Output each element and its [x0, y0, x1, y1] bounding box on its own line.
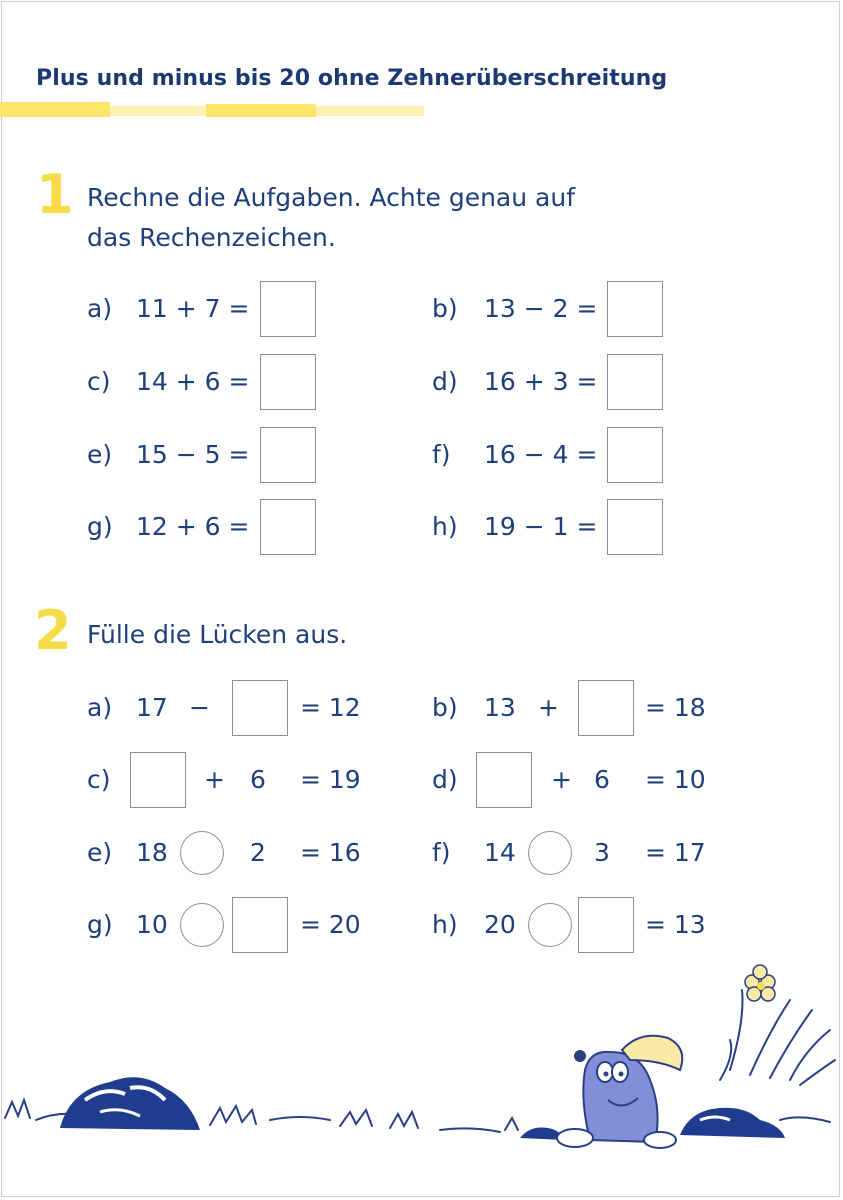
gap-box[interactable] — [578, 680, 634, 736]
task-1-equation: 11 + 7 = — [136, 294, 250, 323]
task-2-operand: 6 — [250, 765, 266, 794]
task-2-item-label: f) — [432, 838, 451, 867]
operator-circle[interactable] — [180, 831, 224, 875]
task-1-equation: 12 + 6 = — [136, 512, 250, 541]
molehill-icon — [60, 1077, 200, 1130]
task-1-item-label: d) — [432, 367, 458, 396]
task-1-item-label: h) — [432, 512, 458, 541]
answer-box[interactable] — [607, 427, 663, 483]
gap-box[interactable] — [232, 680, 288, 736]
answer-box[interactable] — [607, 499, 663, 555]
task-2-item-label: a) — [87, 693, 113, 722]
page-title: Plus und minus bis 20 ohne Zehnerüberschreitung — [36, 66, 668, 91]
answer-box[interactable] — [607, 354, 663, 410]
task-2-operand: 17 — [136, 693, 168, 722]
task-2-operand: 6 — [594, 765, 610, 794]
title-underline-stripe — [110, 106, 206, 116]
task-1-item-label: e) — [87, 440, 113, 469]
flower-icon — [745, 965, 775, 1001]
task-2-result: = 16 — [300, 838, 361, 867]
task-1-equation: 13 − 2 = — [484, 294, 598, 323]
gap-box[interactable] — [130, 752, 186, 808]
task-2-operator: + — [538, 693, 559, 722]
task-1-item-label: b) — [432, 294, 458, 323]
answer-box[interactable] — [260, 427, 316, 483]
task-2-operand: 10 — [136, 910, 168, 939]
title-underline-stripe — [0, 102, 110, 117]
task-2-operand: 13 — [484, 693, 516, 722]
task-2-result: = 12 — [300, 693, 361, 722]
task-2-operand: 20 — [484, 910, 516, 939]
gap-box[interactable] — [232, 897, 288, 953]
task-2-instruction: Fülle die Lücken aus. — [87, 620, 348, 649]
task-2-result: = 10 — [645, 765, 706, 794]
task-2-operator: + — [551, 765, 572, 794]
gap-box[interactable] — [476, 752, 532, 808]
task-2-item-label: e) — [87, 838, 113, 867]
task-1-instruction-line-1: Rechne die Aufgaben. Achte genau auf — [87, 183, 576, 212]
title-underline-stripe — [206, 104, 316, 117]
task-1-equation: 19 − 1 = — [484, 512, 598, 541]
answer-box[interactable] — [260, 281, 316, 337]
task-2-item-label: h) — [432, 910, 458, 939]
task-1-item-label: f) — [432, 440, 451, 469]
task-1-equation: 16 − 4 = — [484, 440, 598, 469]
task-2-number: 2 — [34, 599, 72, 662]
task-1-instruction-line-2: das Rechenzeichen. — [87, 223, 336, 252]
task-1-item-label: c) — [87, 367, 111, 396]
task-2-operator: − — [189, 693, 210, 722]
gap-box[interactable] — [578, 897, 634, 953]
operator-circle[interactable] — [528, 903, 572, 947]
task-1-number: 1 — [36, 163, 74, 226]
task-2-result: = 17 — [645, 838, 706, 867]
task-2-result: = 19 — [300, 765, 361, 794]
task-1-equation: 15 − 5 = — [136, 440, 250, 469]
answer-box[interactable] — [607, 281, 663, 337]
mole-icon — [557, 1036, 682, 1148]
task-2-result: = 13 — [645, 910, 706, 939]
task-2-item-label: b) — [432, 693, 458, 722]
task-2-item-label: c) — [87, 765, 111, 794]
task-1-equation: 14 + 6 = — [136, 367, 250, 396]
task-2-item-label: g) — [87, 910, 113, 939]
title-underline-stripe — [316, 106, 424, 116]
task-2-operand: 3 — [594, 838, 610, 867]
task-1-item-label: a) — [87, 294, 113, 323]
answer-box[interactable] — [260, 354, 316, 410]
operator-circle[interactable] — [180, 903, 224, 947]
task-2-operand: 18 — [136, 838, 168, 867]
task-2-item-label: d) — [432, 765, 458, 794]
task-1-item-label: g) — [87, 512, 113, 541]
task-2-operator: + — [204, 765, 225, 794]
illustration-scene — [0, 960, 843, 1200]
task-2-result: = 20 — [300, 910, 361, 939]
operator-circle[interactable] — [528, 831, 572, 875]
answer-box[interactable] — [260, 499, 316, 555]
task-2-result: = 18 — [645, 693, 706, 722]
task-2-operand: 14 — [484, 838, 516, 867]
task-2-operand: 2 — [250, 838, 266, 867]
task-1-equation: 16 + 3 = — [484, 367, 598, 396]
